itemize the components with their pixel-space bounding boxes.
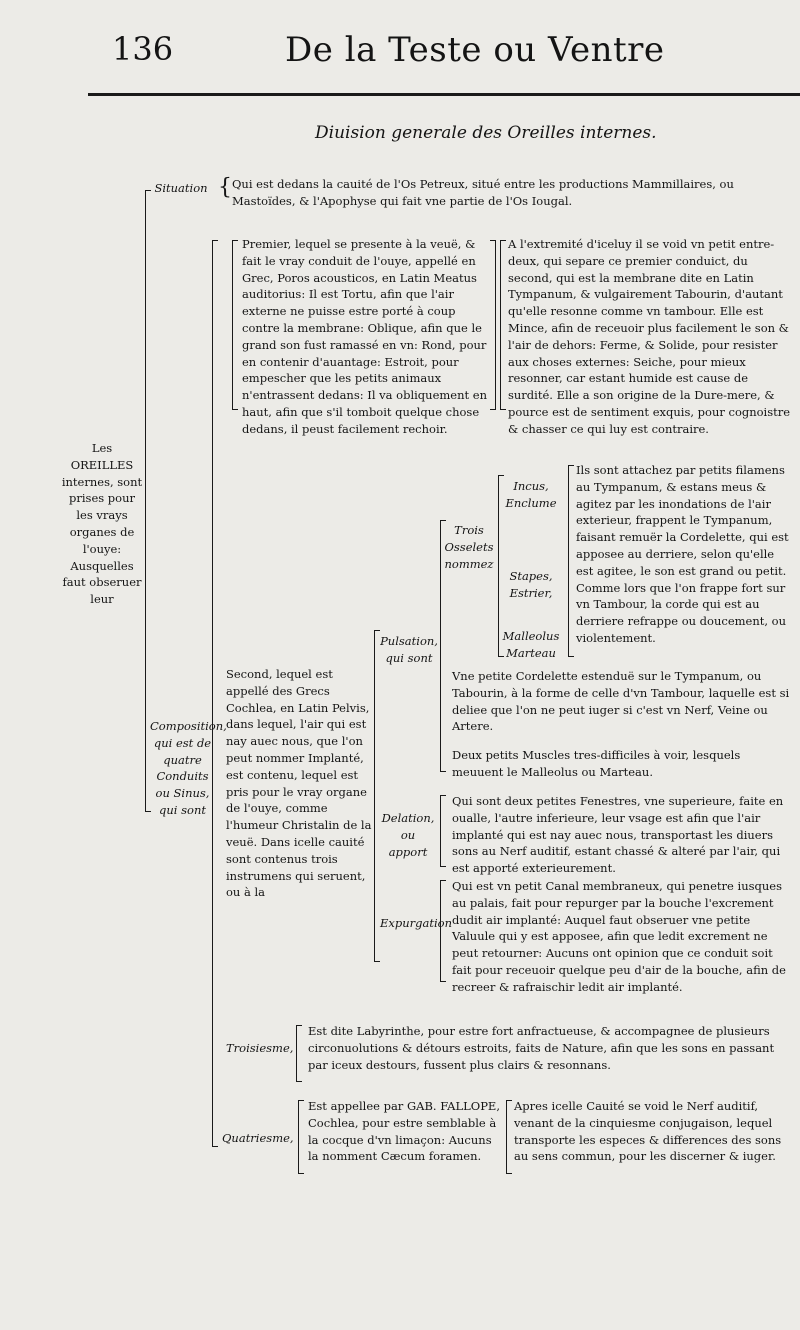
quatriesme-text: Est appellee par GAB. FALLOPE, Cochlea, pour estre semblable à la cocque d'vn limaçon: Aucuns la nomment Cæcum foramen.	[308, 1099, 500, 1164]
composition-label: Composition, qui est de quatre Conduits ou Sinus, qui sont	[150, 719, 227, 817]
running-title: De la Teste ou Ventre	[285, 30, 665, 70]
chapter-title: Diuision generale des Oreilles internes.	[315, 123, 657, 143]
delation-label: Delation, ou apport	[381, 811, 435, 859]
premier-side-brace	[500, 240, 506, 410]
root-label: Les OREILLES internes, sont prises pour les vrays organes de l'ouye: Ausquelles faut obseruer leur	[61, 441, 143, 607]
pulsation-label: Pulsation, qui sont	[380, 634, 438, 665]
second-brace	[374, 630, 380, 962]
situation-label: Situation	[154, 181, 208, 195]
osselet-malleolus: Malleolus Marteau	[502, 629, 560, 660]
quatriesme-brace	[298, 1100, 304, 1174]
osselet-incus: Incus, Enclume	[505, 479, 557, 510]
quatriesme-right-text: Apres icelle Cauité se void le Nerf auditif, venant de la cinquiesme conjugaison, lequel transporte les especes & differences des sons au sens commun, pour les discerner & iuger.	[514, 1099, 782, 1164]
troisiesme-label: Troisiesme,	[226, 1041, 294, 1055]
premier-text: Premier, lequel se presente à la veuë, & fait le vray conduit de l'ouye, appellé en Grec, Poros acousticos, en Latin Meatus auditorius: Il est Tortu, afin que l'air externe ne puisse estre porté à coup contre la membrane: Oblique, afin que le grand son fust ramassé en vn: Rond, pour en contenir d'auantage: Estroit, pour empescher que les petits animaux n'entrassent dedans: Il va obliquement en haut, afin que s'il tomboit quelque chose dedans, il peust facilement rechoir.	[242, 237, 487, 436]
muscles-text: Deux petits Muscles tres-difficiles à voir, lesquels meuuent le Malleolus ou Marteau.	[452, 748, 741, 779]
header-rule	[88, 93, 800, 96]
premier-brace	[232, 240, 238, 410]
composition-brace	[212, 240, 218, 1147]
second-text: Second, lequel est appellé des Grecs Cochlea, en Latin Pelvis, dans lequel, l'air qui est nay auec nous, que l'on peut nommer Implanté, est contenu, lequel est pris pour le vray organe de l'ouye, comme l'humeur Christalin de la veuë. Dans icelle cauité sont contenus trois instrumens qui seruent, ou à la	[226, 667, 372, 900]
expurgation-label: Expurgation	[380, 916, 452, 930]
troisiesme-text: Est dite Labyrinthe, pour estre fort anfractueuse, & accompagnee de plusieurs circonuolutions & détours estroits, faits de Nature, afin que les sons en passant par iceux destours, fussent plus clairs & resonnans.	[308, 1024, 775, 1072]
premier-right-brace	[490, 240, 496, 410]
situation-brace: {	[218, 175, 232, 200]
delation-brace	[440, 795, 446, 867]
quatriesme-label: Quatriesme,	[222, 1131, 294, 1145]
page-number: 136	[112, 30, 174, 68]
osselets-text: Ils sont attachez par petits filamens au Tympanum, & estans meus & agitez par les inondations de l'air exterieur, frappent le Tympanum, faisant remuër la Cordelette, qui est apposee au derriere, selon qu'elle est agitee, le son est grand ou petit. Comme lors que l'on frappe fort sur vn Tambour, la corde qui est au derriere refrappe ou doucement, ou violentement.	[576, 463, 789, 645]
delation-text: Qui sont deux petites Fenestres, vne superieure, faite en oualle, l'autre inferieure, leur vsage est afin que l'air implanté qui est nay auec nous, transportast les diuers sons au Nerf auditif, estant chassé & alteré par l'air, qui est apporté exterieurement.	[452, 794, 784, 876]
quatriesme-right-brace	[506, 1100, 512, 1174]
cordelette-text: Vne petite Cordelette estenduë sur le Tympanum, ou Tabourin, à la forme de celle d'vn Tambour, laquelle est si deliee que l'on ne peut iuger si c'est vn Nerf, Veine ou Artere.	[452, 669, 790, 734]
osselets-text-brace	[568, 465, 574, 657]
osselet-stapes: Stapes, Estrier,	[509, 569, 553, 600]
situation-text: Qui est dedans la cauité de l'Os Petreux, situé entre les productions Mammillaires, ou Mastoïdes, & l'Apophyse qui fait vne partie de l'Os Iougal.	[232, 177, 734, 208]
premier-right-text: A l'extremité d'iceluy il se void vn petit entre-deux, qui separe ce premier conduict, du second, qui est la membrane dite en Latin Tympanum, & vulgairement Tabourin, d'autant qu'elle resonne comme vn tambour. Elle est Mince, afin de receuoir plus facilement le son & l'air de dehors: Ferme, & Solide, pour resister aux choses externes: Seiche, pour mieux resonner, car estant humide est cause de surdité. Elle a son origine de la Dure-mere, & pource est de sentiment exquis, pour cognoistre & chasser ce qui luy est contraire.	[508, 237, 791, 436]
expurgation-text: Qui est vn petit Canal membraneux, qui penetre iusques au palais, fait pour repurger par la bouche l'excrement dudit air implanté: Auquel faut obseruer vne petite Valuule qui y est apposee, afin que ledit excrement ne peut retourner: Aucuns ont opinion que ce conduit soit fait pour receuoir quelque peu d'air de la bouche, afin de recreer & rafraischir ledit air implanté.	[452, 879, 786, 994]
osselets-label: Trois Osselets nommez	[444, 523, 494, 571]
expurgation-brace	[440, 880, 446, 982]
troisiesme-brace	[296, 1025, 302, 1082]
